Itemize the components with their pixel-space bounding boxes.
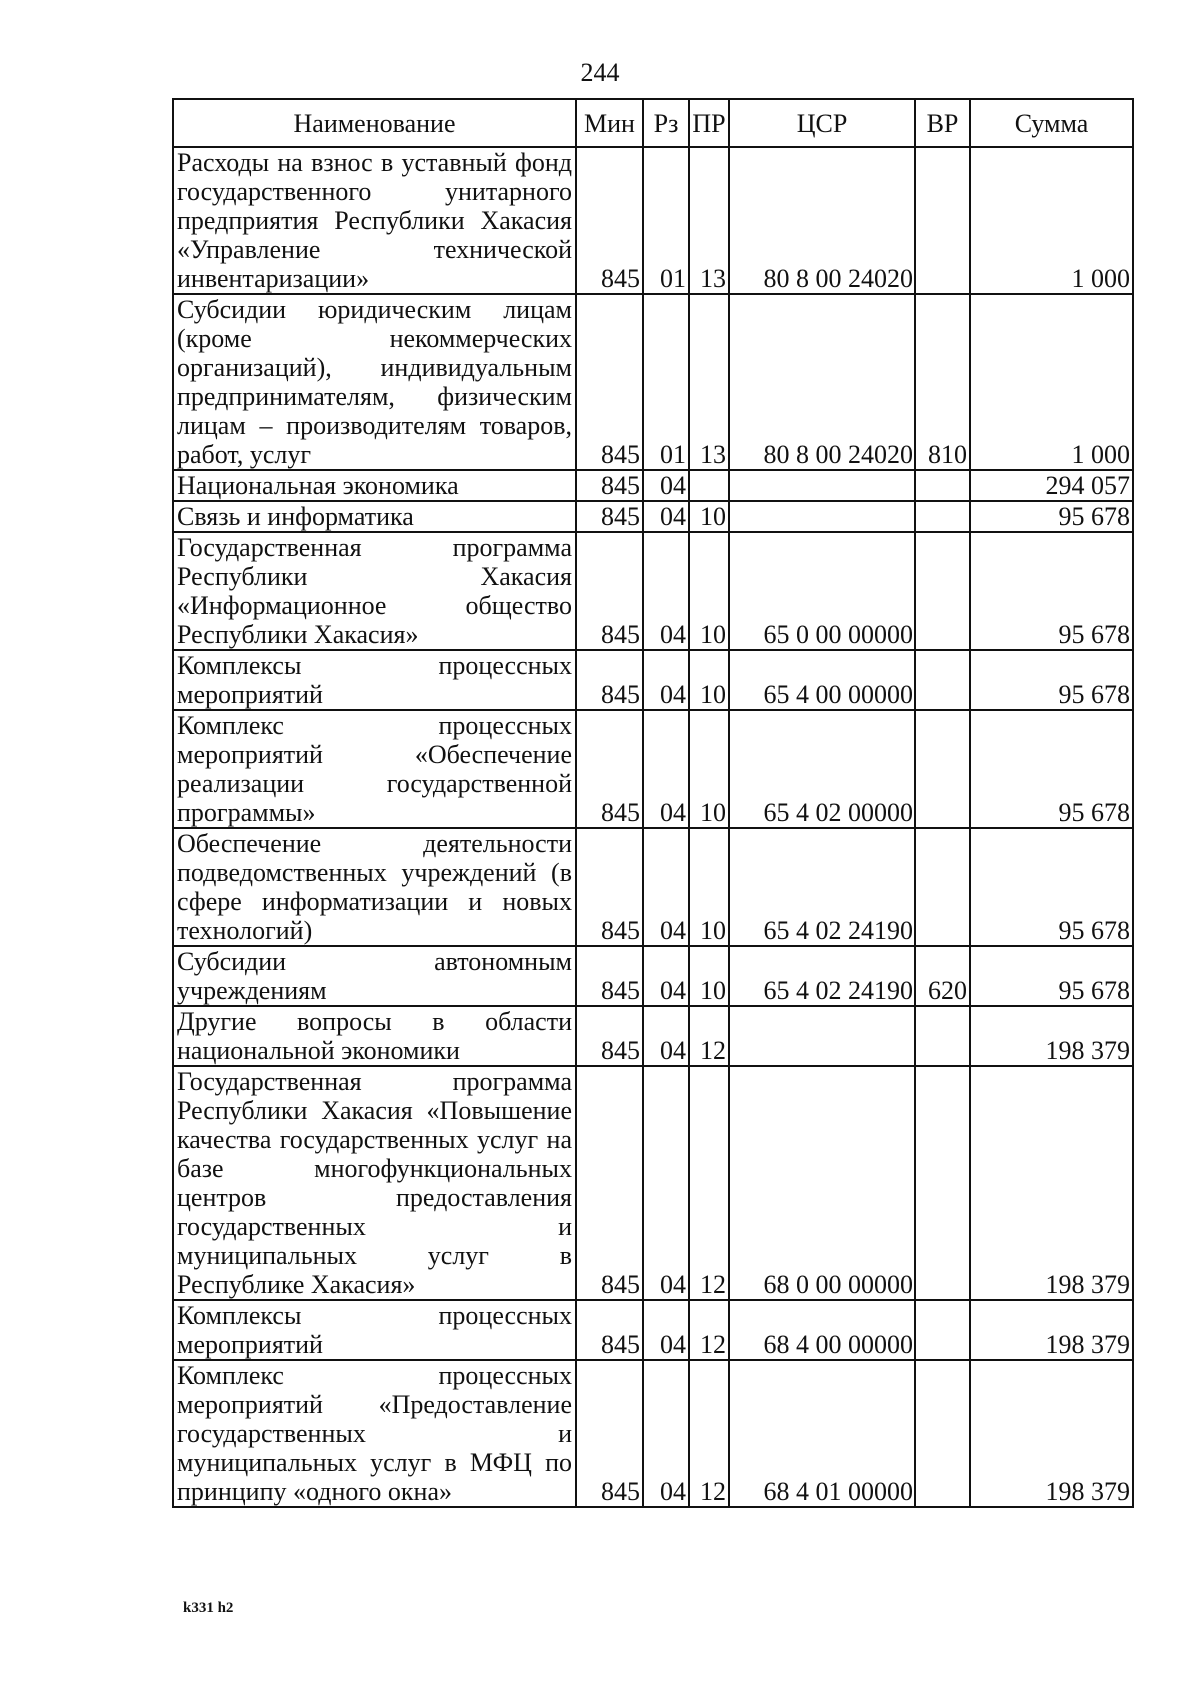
row-pr [689,470,729,501]
row-min: 845 [576,501,643,532]
table-row [173,1360,1133,1507]
row-min: 845 [576,470,643,501]
header-csr: ЦСР [729,99,915,147]
row-min: 845 [576,1006,643,1066]
row-csr: 65 4 02 00000 [729,710,915,828]
row-min: 845 [576,1300,643,1360]
row-vr [915,1360,970,1507]
row-sum: 198 379 [970,1300,1133,1360]
row-rz: 04 [643,1066,689,1300]
page-number: 244 [580,58,620,87]
row-name: Государственная программа Республики Хакасия «Информационное общество Республики Хакасия» [173,532,576,650]
table-row [173,1006,1133,1066]
row-vr [915,1006,970,1066]
row-vr: 810 [915,294,970,470]
table-row [173,147,1133,294]
table-row [173,470,1133,501]
row-csr: 68 4 01 00000 [729,1360,915,1507]
row-name: Другие вопросы в области национальной экономики [173,1006,576,1066]
row-rz: 04 [643,1006,689,1066]
row-csr: 80 8 00 24020 [729,294,915,470]
header-sum: Сумма [970,99,1133,147]
row-rz: 04 [643,828,689,946]
table-row [173,828,1133,946]
row-vr [915,501,970,532]
row-vr [915,828,970,946]
row-sum: 95 678 [970,828,1133,946]
row-name: Субсидии автономным учреждениям [173,946,576,1006]
row-rz: 04 [643,501,689,532]
row-name: Комплекс процессных мероприятий «Предоставление государственных и муниципальных услуг в МФЦ по принципу «одного окна» [173,1360,576,1507]
row-sum: 294 057 [970,470,1133,501]
row-min: 845 [576,532,643,650]
row-pr: 10 [689,946,729,1006]
row-rz: 04 [643,650,689,710]
row-sum: 198 379 [970,1006,1133,1066]
budget-table [172,98,1134,1508]
header-name: Наименование [173,99,576,147]
row-pr: 12 [689,1066,729,1300]
footer-code: k331 h2 [183,1600,234,1616]
table-row [173,532,1133,650]
row-rz: 01 [643,147,689,294]
row-min: 845 [576,294,643,470]
row-vr [915,1066,970,1300]
row-csr: 65 0 00 00000 [729,532,915,650]
header-vr: ВР [915,99,970,147]
row-vr [915,650,970,710]
row-csr: 68 0 00 00000 [729,1066,915,1300]
row-pr: 10 [689,650,729,710]
table-row [173,710,1133,828]
row-sum: 198 379 [970,1066,1133,1300]
row-vr [915,1300,970,1360]
table-header-row [173,99,1133,147]
row-rz: 04 [643,470,689,501]
row-csr: 80 8 00 24020 [729,147,915,294]
row-sum: 1 000 [970,147,1133,294]
row-sum: 95 678 [970,650,1133,710]
row-name: Обеспечение деятельности подведомственных учреждений (в сфере информатизации и новых технологий) [173,828,576,946]
row-csr: 65 4 02 24190 [729,946,915,1006]
row-vr [915,532,970,650]
row-pr: 10 [689,710,729,828]
table-row [173,650,1133,710]
row-csr: 65 4 02 24190 [729,828,915,946]
table-row [173,1066,1133,1300]
row-name: Национальная экономика [173,470,576,501]
row-name: Связь и информатика [173,501,576,532]
row-rz: 04 [643,710,689,828]
row-rz: 04 [643,946,689,1006]
table-row [173,501,1133,532]
row-rz: 04 [643,1360,689,1507]
row-pr: 10 [689,501,729,532]
row-name: Комплексы процессных мероприятий [173,1300,576,1360]
row-pr: 10 [689,532,729,650]
row-min: 845 [576,650,643,710]
row-min: 845 [576,1360,643,1507]
row-name: Комплекс процессных мероприятий «Обеспечение реализации государственной программы» [173,710,576,828]
table-row [173,1300,1133,1360]
row-vr [915,147,970,294]
row-pr: 13 [689,294,729,470]
row-pr: 13 [689,147,729,294]
row-sum: 95 678 [970,501,1133,532]
row-min: 845 [576,147,643,294]
header-min: Мин [576,99,643,147]
row-csr [729,501,915,532]
header-pr: ПР [689,99,729,147]
row-sum: 198 379 [970,1360,1133,1507]
row-vr [915,470,970,501]
row-sum: 95 678 [970,532,1133,650]
row-rz: 04 [643,532,689,650]
row-min: 845 [576,710,643,828]
row-csr: 68 4 00 00000 [729,1300,915,1360]
row-pr: 12 [689,1006,729,1066]
row-sum: 95 678 [970,946,1133,1006]
row-min: 845 [576,946,643,1006]
row-name: Субсидии юридическим лицам (кроме некоммерческих организаций), индивидуальным предпринимателям, физическим лицам – производителям товаров, работ, услуг [173,294,576,470]
table-row [173,946,1133,1006]
row-csr: 65 4 00 00000 [729,650,915,710]
row-pr: 12 [689,1360,729,1507]
row-vr: 620 [915,946,970,1006]
row-min: 845 [576,1066,643,1300]
row-sum: 1 000 [970,294,1133,470]
row-csr [729,1006,915,1066]
row-name: Комплексы процессных мероприятий [173,650,576,710]
header-rz: Рз [643,99,689,147]
row-rz: 04 [643,1300,689,1360]
row-min: 845 [576,828,643,946]
table-row [173,294,1133,470]
row-pr: 10 [689,828,729,946]
row-csr [729,470,915,501]
row-sum: 95 678 [970,710,1133,828]
row-name: Расходы на взнос в уставный фонд государственного унитарного предприятия Республики Хакасия «Управление технической инвентаризации» [173,147,576,294]
row-pr: 12 [689,1300,729,1360]
row-vr [915,710,970,828]
row-rz: 01 [643,294,689,470]
row-name: Государственная программа Республики Хакасия «Повышение качества государственных услуг на базе многофункциональных центров предоставления государственных и муниципальных услуг в Республике Хакасия» [173,1066,576,1300]
